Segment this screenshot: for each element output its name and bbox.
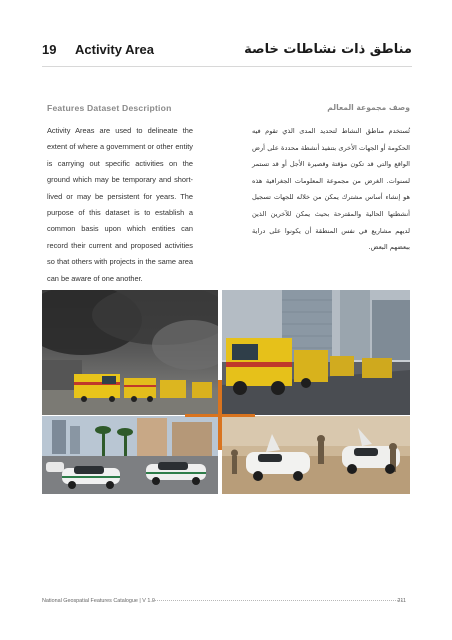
photo-fire-trucks-tower (222, 290, 410, 415)
page-footer (42, 598, 412, 608)
arabic-description-text: تُستخدم مناطق النشاط لتحديد المدى الذي تقوم فيه الحكومة أو الجهات الأخرى بتنفيذ أنشطة محددة على أرض الواقع والتي قد تكون مؤقتة وقصيرة الأجل أو قد تستمر لسنوات. الغرض من مجموعة المعلومات الجغرافية هذه هو إنشاء أساس مشترك يمكن من خلاله للجهات تسجيل أنشطتها الحالية والمقترحة بحيث يمكن للآخرين الذين لديهم مشاريع في نفس المنطقة أن يكونوا على دراية ببعضهم البعض. (252, 127, 410, 252)
footer-page-number: 211 (397, 598, 406, 604)
chapter-number: 19 (42, 42, 57, 57)
photo-police-supercars (42, 416, 218, 494)
footer-dotted-leader (152, 600, 402, 601)
english-description-section (47, 103, 193, 287)
arabic-section-heading: وصف مجموعة المعالم (327, 103, 410, 112)
photo-desert-cars (222, 416, 410, 494)
header-divider (42, 66, 412, 67)
chapter-title-arabic: مناطق ذات نشاطات خاصة (244, 42, 412, 57)
english-section-heading: Features Dataset Description (47, 103, 172, 113)
arabic-description-section (252, 103, 410, 256)
page-header (42, 42, 412, 64)
photo-fire-trucks-smoke (42, 290, 218, 415)
accent-bar-horizontal (185, 414, 255, 417)
footer-catalogue-label: National Geospatial Features Catalogue | V 1.0 (42, 598, 155, 604)
chapter-title-english: Activity Area (75, 42, 154, 57)
english-description-text: Activity Areas are used to delineate the extent of where a government or other entity is carrying out specific activities on the ground which may be temporary and short-lived or may be persistent for years. The purpose of this dataset is to establish a common basis upon which entities can record their current and proposed activities so that others with projects in the same area can be aware of one another. (47, 126, 193, 283)
